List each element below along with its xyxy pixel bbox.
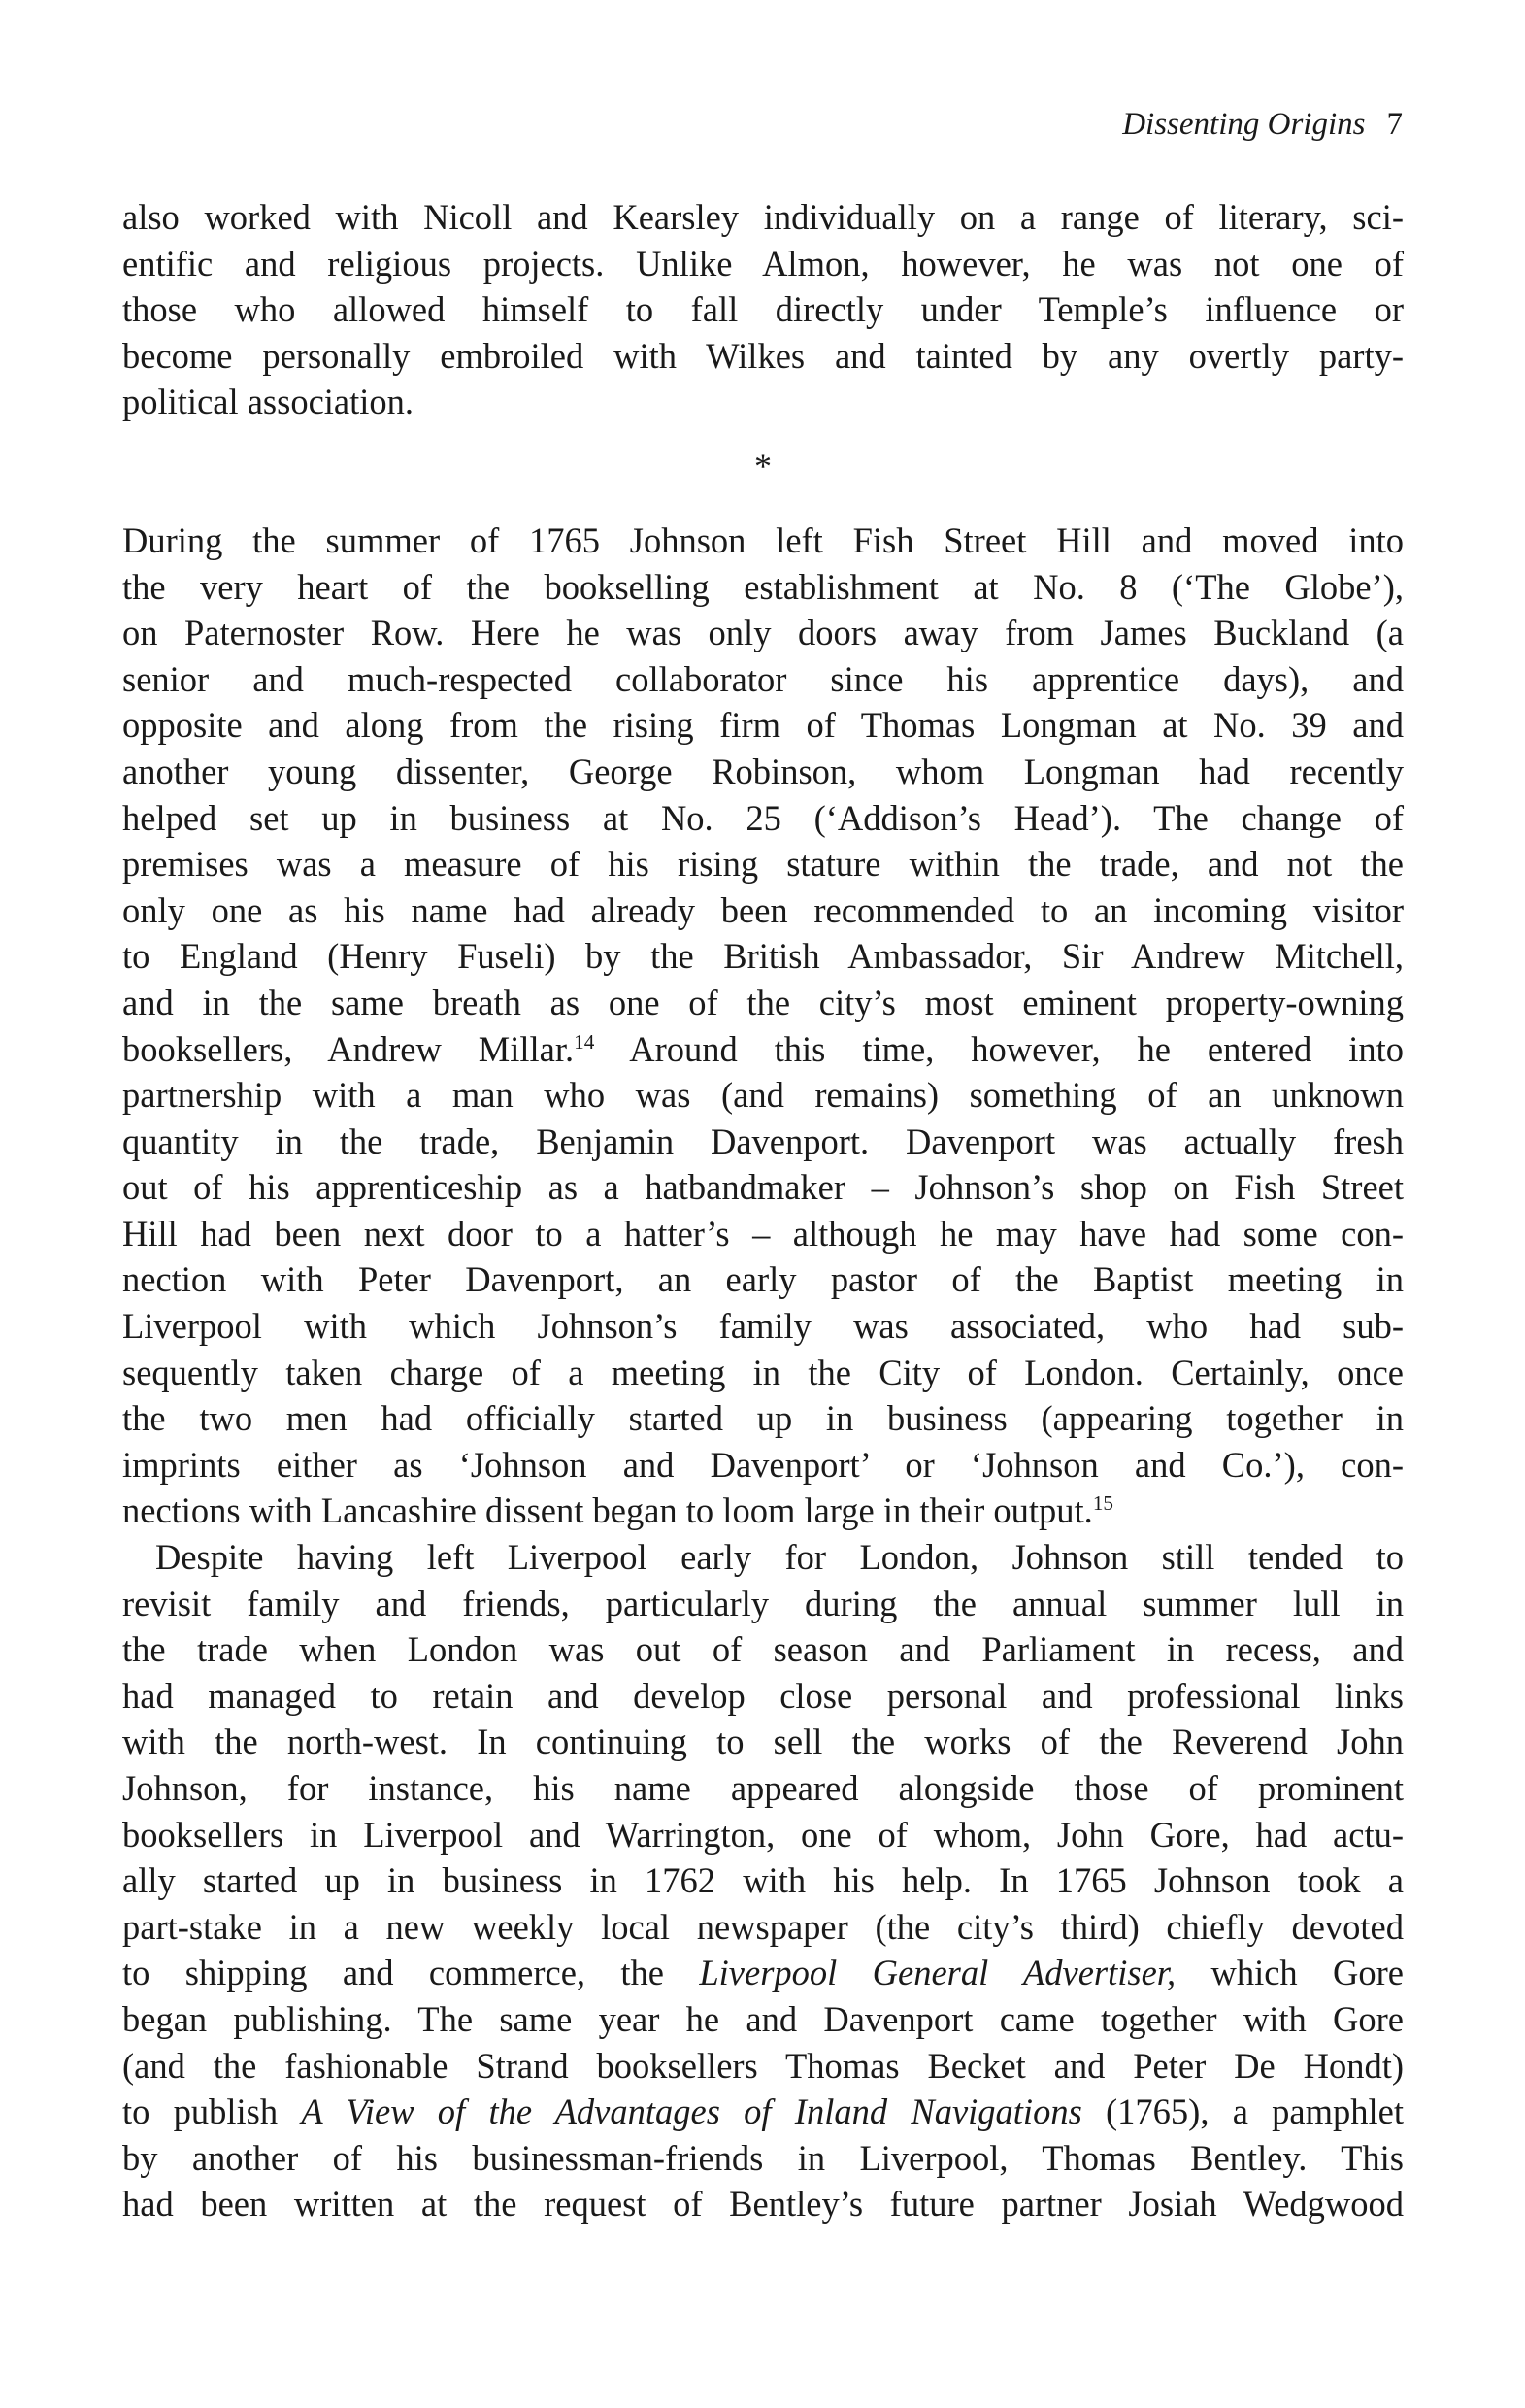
text-line: had managed to retain and develop close personal and professional links [122,1675,1404,1716]
text-line: sequently taken charge of a meeting in the City of London. Certainly, once [122,1352,1404,1392]
body-text [122,194,1404,2227]
text-line: entific and religious projects. Unlike Almon, however, he was not one of [122,243,1404,284]
text-line: premises was a measure of his rising stature within the trade, and not the [122,844,1404,885]
text-line: helped set up in business at No. 25 (‘Addison’s Head’). The change of [122,797,1404,838]
text-line: Liverpool with which Johnson’s family was associated, who had sub- [122,1306,1404,1347]
text-line: booksellers, Andrew Millar.$^{14}$ Around this time, however, he entered into [122,1028,1404,1069]
text-line: Despite having left Liverpool early for London, Johnson still tended to [155,1537,1404,1578]
paragraph-continuation [122,194,1404,425]
text-line: out of his apprenticeship as a hatbandmaker – Johnson’s shop on Fish Street [122,1167,1404,1208]
newspaper-title: Liverpool General Advertiser, [699,1953,1177,1993]
text-line: nections with Lancashire dissent began to loom large in their output.$^{15}$ [122,1490,1113,1531]
text-line: to publish A View of the Advantages of Inland Navigations (1765), a pamphlet [122,2091,1404,2132]
text-line: the very heart of the bookselling establishment at No. 8 (‘The Globe’), [122,566,1404,607]
text-line: another young dissenter, George Robinson, whom Longman had recently [122,751,1404,791]
text-line: part-stake in a new weekly local newspaper (the city’s third) chiefly devoted [122,1906,1404,1947]
text-line: Johnson, for instance, his name appeared alongside those of prominent [122,1768,1404,1808]
text-line: to shipping and commerce, the Liverpool General Advertiser, which Gore [122,1953,1404,1993]
text-line: opposite and along from the rising firm of Thomas Longman at No. 39 and [122,705,1404,746]
text-line: partnership with a man who was (and remains) something of an unknown [122,1075,1404,1116]
pamphlet-title: A View of the Advantages of Inland Navigations [301,2091,1082,2132]
text-line: the trade when London was out of season and Parliament in recess, and [122,1629,1404,1670]
text-line: (and the fashionable Strand booksellers Thomas Becket and Peter De Hondt) [122,2045,1404,2086]
text-line: by another of his businessman-friends in Liverpool, Thomas Bentley. This [122,2137,1404,2178]
text-line: with the north-west. In continuing to sell the works of the Reverend John [122,1722,1404,1762]
text-line: on Paternoster Row. Here he was only doors away from James Buckland (a [122,613,1404,653]
text-line: also worked with Nicoll and Kearsley individually on a range of literary, sci- [122,197,1404,237]
running-head-title: Dissenting Origins [1122,107,1366,142]
text-line: imprints either as ‘Johnson and Davenport’ or ‘Johnson and Co.’), con- [122,1444,1404,1485]
section-break-asterisk: * [754,446,772,485]
text-line: become personally embroiled with Wilkes and tainted by any overtly party- [122,335,1404,376]
text-line: the two men had officially started up in business (appearing together in [122,1398,1404,1439]
text-line: revisit family and friends, particularly during the annual summer lull in [122,1583,1404,1623]
footnote-ref-14[interactable]: 14 [574,1029,595,1054]
text-line: to England (Henry Fuseli) by the British Ambassador, Sir Andrew Mitchell, [122,936,1404,977]
text-line: began publishing. The same year he and Davenport came together with Gore [122,1998,1404,2039]
text-line: those who allowed himself to fall directly under Temple’s influence or [122,289,1404,330]
text-line: only one as his name had already been recommended to an incoming visitor [122,889,1404,930]
text-line: During the summer of 1765 Johnson left Fish Street Hill and moved into [122,519,1404,560]
paragraph [122,518,1404,1534]
page-number: 7 [1386,107,1403,142]
paragraph [122,1534,1404,2227]
text-line: ally started up in business in 1762 with his help. In 1765 Johnson took a [122,1860,1404,1901]
text-line: nection with Peter Davenport, an early pastor of the Baptist meeting in [122,1259,1404,1300]
running-head [1122,105,1403,144]
text-line: booksellers in Liverpool and Warrington, one of whom, John Gore, had actu- [122,1814,1404,1855]
text-line: political association. [122,382,414,422]
footnote-ref-15[interactable]: 15 [1092,1491,1113,1516]
text-line: Hill had been next door to a hatter’s – although he may have had some con- [122,1213,1404,1254]
text-line: had been written at the request of Bentley’s future partner Josiah Wedgwood [122,2184,1404,2224]
text-line: senior and much-respected collaborator since his apprentice days), and [122,658,1404,699]
text-line: quantity in the trade, Benjamin Davenport. Davenport was actually fresh [122,1120,1404,1161]
text-line: and in the same breath as one of the city’s most eminent property-owning [122,982,1404,1022]
